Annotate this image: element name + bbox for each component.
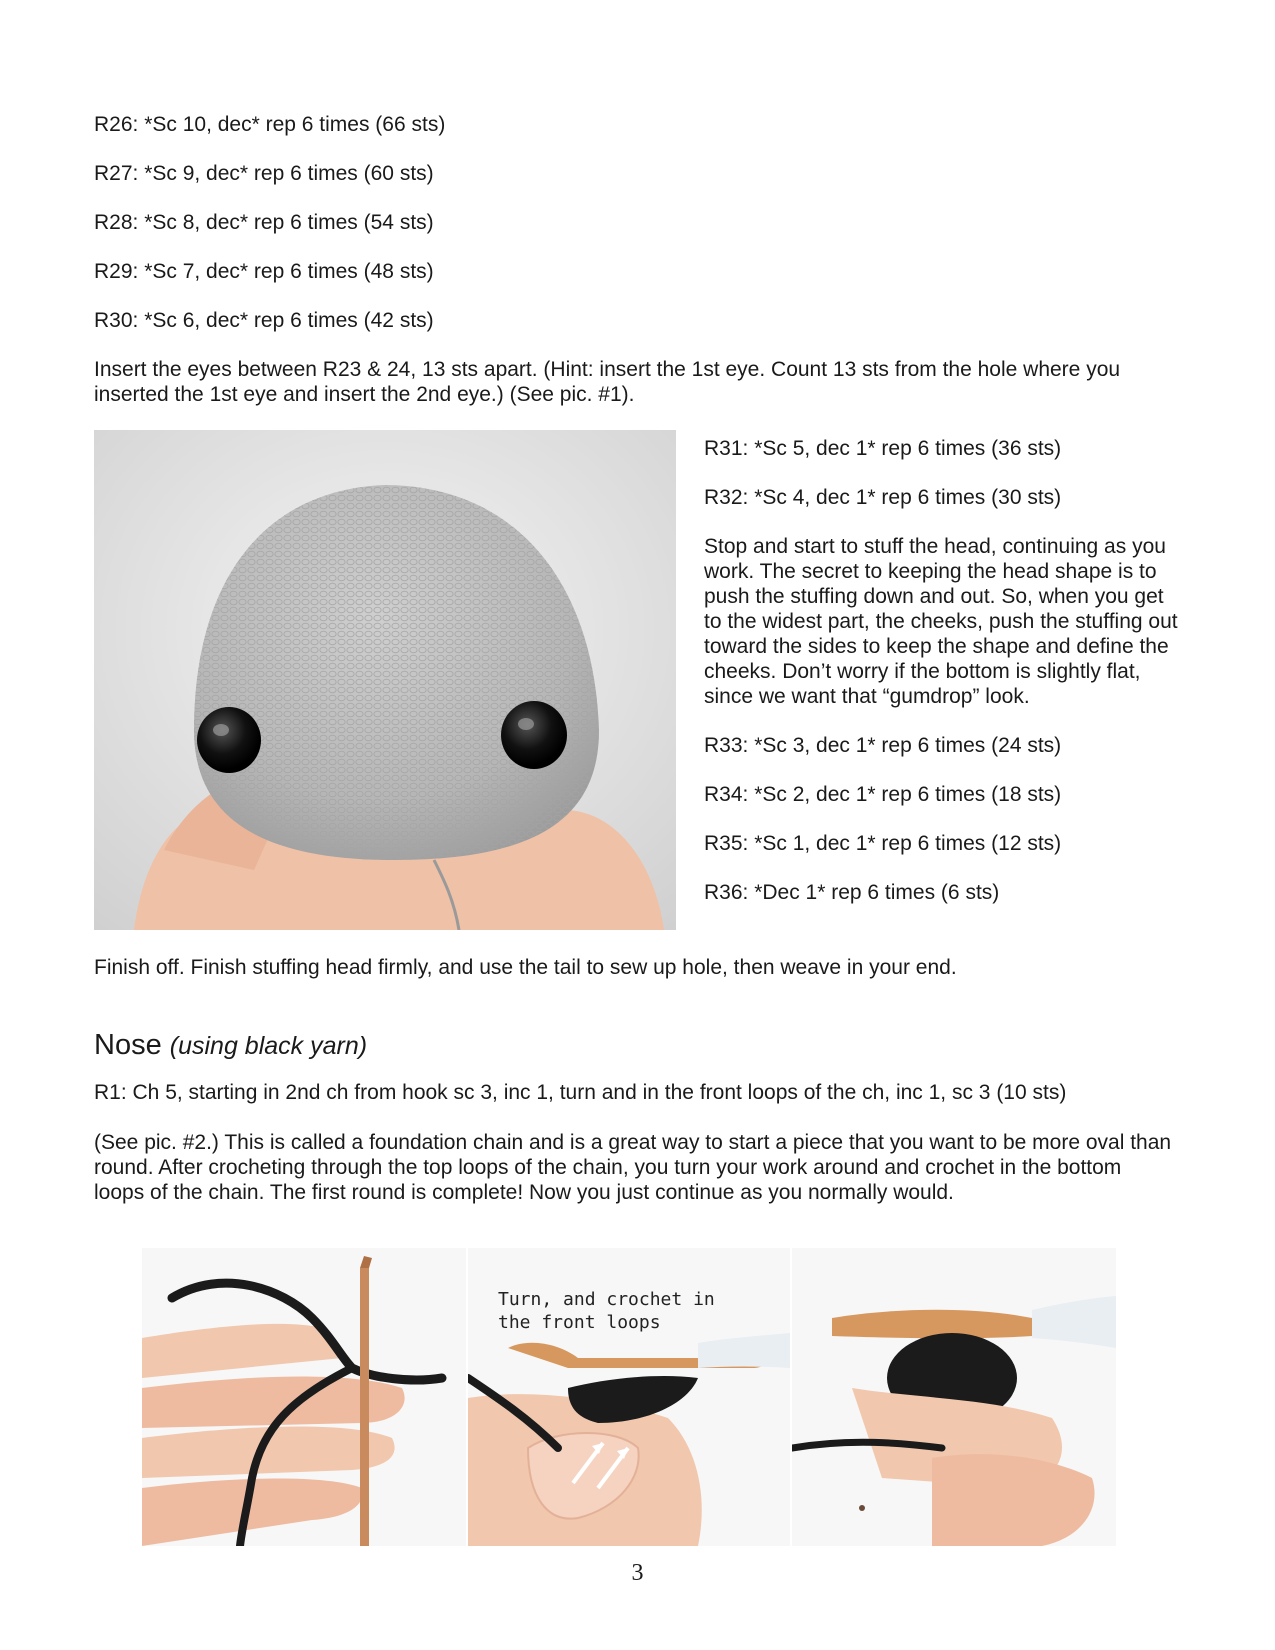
nose-heading [94, 1028, 367, 1063]
round-r34: R34: *Sc 2, dec 1* rep 6 times (18 sts) [704, 783, 1062, 806]
round-r26: R26: *Sc 10, dec* rep 6 times (66 sts) [94, 113, 446, 136]
right-column [704, 436, 1184, 905]
nose-round-r1: R1: Ch 5, starting in 2nd ch from hook sc 3, inc 1, turn and in the front loops of the ch, inc 1, sc 3 (10 sts) [94, 1081, 1067, 1104]
finished-round-illustration [792, 1248, 1116, 1546]
page-number: 3 [631, 1560, 644, 1586]
crochet-head-illustration [94, 430, 676, 930]
nose-photo-2 [468, 1248, 790, 1546]
finish-off-text: Finish off. Finish stuffing head firmly, and use the tail to sew up hole, then weave in your end. [94, 956, 957, 979]
round-r32: R32: *Sc 4, dec 1* rep 6 times (30 sts) [704, 486, 1062, 509]
nose-explanation: (See pic. #2.) This is called a foundation chain and is a great way to start a piece that you want to be more oval than round. After crocheting through the top loops of the chain, you turn your work around and crochet in the bottom loops of the chain. The first round is complete! Now you just continue as you normally would. [94, 1131, 1172, 1204]
hand-holding-chain-illustration [142, 1248, 466, 1546]
round-r30: R30: *Sc 6, dec* rep 6 times (42 sts) [94, 309, 434, 332]
stuffing-instructions: Stop and start to stuff the head, continuing as you work. The secret to keeping the head shape is to push the stuffing down and out. So, when you get to the widest part, the cheeks, push the stuffing out toward the sides to keep the shape and define the cheeks. Don’t worry if the bottom is slightly flat, since we want that “gumdrop” look. [704, 535, 1178, 708]
nose-photo-1 [142, 1248, 466, 1546]
eyes-instruction: Insert the eyes between R23 & 24, 13 sts apart. (Hint: insert the 1st eye. Count 13 sts from the hole where you inserted the 1st eye and insert the 2nd eye.) (See pic. #1). [94, 358, 1121, 406]
round-r29: R29: *Sc 7, dec* rep 6 times (48 sts) [94, 260, 434, 283]
round-r27: R27: *Sc 9, dec* rep 6 times (60 sts) [94, 162, 434, 185]
photo-caption: Turn, and crochet in the front loops [498, 1289, 715, 1333]
round-r28: R28: *Sc 8, dec* rep 6 times (54 sts) [94, 211, 434, 234]
nose-photo-3 [792, 1248, 1116, 1546]
nose-subtitle: (using black yarn) [169, 1032, 368, 1060]
round-r31: R31: *Sc 5, dec 1* rep 6 times (36 sts) [704, 437, 1062, 460]
left-eye [197, 707, 261, 773]
round-r36: R36: *Dec 1* rep 6 times (6 sts) [704, 881, 1000, 904]
round-r35: R35: *Sc 1, dec 1* rep 6 times (12 sts) [704, 832, 1062, 855]
round-r33: R33: *Sc 3, dec 1* rep 6 times (24 sts) [704, 734, 1062, 757]
nose-title: Nose [94, 1029, 162, 1061]
right-eye [501, 701, 567, 769]
head-photo [94, 430, 676, 930]
